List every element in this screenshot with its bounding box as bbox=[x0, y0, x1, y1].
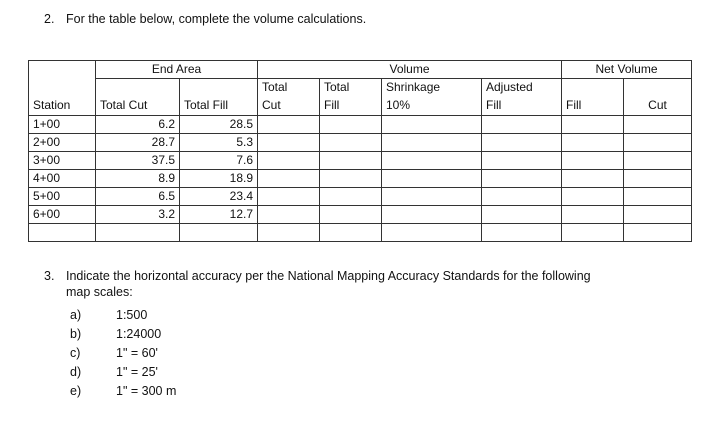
empty-cell bbox=[382, 116, 482, 134]
station-cell: 4+00 bbox=[29, 170, 96, 188]
empty-cell bbox=[482, 224, 562, 242]
question-3-text-line2: map scales: bbox=[66, 285, 133, 299]
empty-cell bbox=[320, 206, 382, 224]
empty-cell bbox=[562, 134, 624, 152]
header-total-cut: Total Cut bbox=[96, 97, 180, 116]
table-row bbox=[29, 134, 692, 152]
question-2 bbox=[44, 11, 366, 27]
empty-cell bbox=[320, 188, 382, 206]
empty-cell bbox=[382, 206, 482, 224]
header-adjusted-fill-bottom: Fill bbox=[482, 97, 562, 116]
empty-cell bbox=[320, 170, 382, 188]
table-row-empty bbox=[29, 224, 692, 242]
empty-cell bbox=[562, 206, 624, 224]
header-blank bbox=[562, 79, 624, 98]
header-station: Station bbox=[29, 97, 96, 116]
header-shrinkage-bottom: 10% bbox=[382, 97, 482, 116]
total-cut-cell: 6.2 bbox=[96, 116, 180, 134]
total-cut-cell: 3.2 bbox=[96, 206, 180, 224]
total-cut-cell: 28.7 bbox=[96, 134, 180, 152]
empty-cell bbox=[482, 116, 562, 134]
empty-cell bbox=[258, 224, 320, 242]
list-item-value: 1:24000 bbox=[116, 327, 162, 341]
empty-cell bbox=[258, 116, 320, 134]
empty-cell bbox=[258, 206, 320, 224]
empty-cell bbox=[180, 224, 258, 242]
empty-cell bbox=[562, 188, 624, 206]
empty-cell bbox=[624, 116, 692, 134]
empty-cell bbox=[382, 152, 482, 170]
question-2-text: For the table below, complete the volume calculations. bbox=[66, 12, 367, 26]
empty-cell bbox=[96, 224, 180, 242]
header-blank bbox=[180, 79, 258, 98]
table-row bbox=[29, 116, 692, 134]
empty-cell bbox=[382, 134, 482, 152]
empty-cell bbox=[320, 152, 382, 170]
header-row-bottom bbox=[29, 97, 692, 116]
header-net-volume: Net Volume bbox=[562, 61, 692, 79]
empty-cell bbox=[562, 152, 624, 170]
empty-cell bbox=[258, 152, 320, 170]
map-scale-list bbox=[70, 306, 176, 401]
list-item-label: b) bbox=[70, 327, 82, 341]
empty-cell bbox=[482, 206, 562, 224]
empty-cell bbox=[624, 152, 692, 170]
header-vol-total-fill-top: Total bbox=[320, 79, 382, 98]
empty-cell bbox=[320, 224, 382, 242]
empty-cell bbox=[562, 170, 624, 188]
list-item bbox=[70, 344, 176, 363]
list-item bbox=[70, 382, 176, 401]
total-cut-cell: 8.9 bbox=[96, 170, 180, 188]
empty-cell bbox=[482, 134, 562, 152]
list-item-value: 1:500 bbox=[116, 308, 148, 322]
total-fill-cell: 18.9 bbox=[180, 170, 258, 188]
list-item-label: e) bbox=[70, 384, 82, 398]
empty-cell bbox=[258, 170, 320, 188]
header-shrinkage-top: Shrinkage bbox=[382, 79, 482, 98]
total-fill-cell: 23.4 bbox=[180, 188, 258, 206]
header-net-cut: Cut bbox=[624, 97, 692, 116]
list-item-value: 1" = 300 m bbox=[116, 384, 177, 398]
empty-cell bbox=[624, 170, 692, 188]
header-blank bbox=[29, 79, 96, 98]
total-fill-cell: 5.3 bbox=[180, 134, 258, 152]
list-item-label: d) bbox=[70, 365, 82, 379]
empty-cell bbox=[624, 134, 692, 152]
station-cell: 5+00 bbox=[29, 188, 96, 206]
total-fill-cell: 7.6 bbox=[180, 152, 258, 170]
header-row-top bbox=[29, 79, 692, 98]
header-vol-total-fill-bottom: Fill bbox=[320, 97, 382, 116]
empty-cell bbox=[382, 188, 482, 206]
list-item bbox=[70, 325, 176, 344]
empty-cell bbox=[482, 188, 562, 206]
empty-cell bbox=[258, 134, 320, 152]
question-3-text-line1: Indicate the horizontal accuracy per the National Mapping Accuracy Standards for the following bbox=[66, 269, 591, 283]
table-row bbox=[29, 170, 692, 188]
volume-table bbox=[28, 60, 692, 242]
station-cell: 3+00 bbox=[29, 152, 96, 170]
empty-cell bbox=[624, 188, 692, 206]
empty-cell bbox=[482, 170, 562, 188]
list-item-label: c) bbox=[70, 346, 81, 360]
question-3 bbox=[44, 268, 694, 300]
header-row-groups bbox=[29, 61, 692, 79]
total-fill-cell: 28.5 bbox=[180, 116, 258, 134]
header-blank bbox=[624, 79, 692, 98]
list-item-value: 1" = 25' bbox=[116, 365, 158, 379]
total-fill-cell: 12.7 bbox=[180, 206, 258, 224]
empty-cell bbox=[482, 152, 562, 170]
total-cut-cell: 6.5 bbox=[96, 188, 180, 206]
empty-cell bbox=[624, 206, 692, 224]
empty-cell bbox=[29, 224, 96, 242]
list-item bbox=[70, 363, 176, 382]
header-total-fill: Total Fill bbox=[180, 97, 258, 116]
header-adjusted-fill-top: Adjusted bbox=[482, 79, 562, 98]
empty-cell bbox=[562, 224, 624, 242]
list-item bbox=[70, 306, 176, 325]
empty-cell bbox=[382, 170, 482, 188]
header-vol-total-cut-bottom: Cut bbox=[258, 97, 320, 116]
empty-cell bbox=[320, 116, 382, 134]
table-row bbox=[29, 206, 692, 224]
station-cell: 1+00 bbox=[29, 116, 96, 134]
empty-cell bbox=[258, 188, 320, 206]
empty-cell bbox=[562, 116, 624, 134]
question-3-number: 3. bbox=[44, 269, 55, 283]
question-2-number: 2. bbox=[44, 12, 55, 26]
table-row bbox=[29, 152, 692, 170]
empty-cell bbox=[320, 134, 382, 152]
list-item-label: a) bbox=[70, 308, 82, 322]
total-cut-cell: 37.5 bbox=[96, 152, 180, 170]
station-cell: 2+00 bbox=[29, 134, 96, 152]
header-blank bbox=[96, 79, 180, 98]
header-volume: Volume bbox=[258, 61, 562, 79]
list-item-value: 1" = 60' bbox=[116, 346, 158, 360]
station-cell: 6+00 bbox=[29, 206, 96, 224]
table-row bbox=[29, 188, 692, 206]
empty-cell bbox=[382, 224, 482, 242]
header-vol-total-cut-top: Total bbox=[258, 79, 320, 98]
header-blank bbox=[29, 61, 96, 79]
table-body bbox=[29, 116, 692, 242]
header-net-fill: Fill bbox=[562, 97, 624, 116]
header-end-area: End Area bbox=[96, 61, 258, 79]
empty-cell bbox=[624, 224, 692, 242]
